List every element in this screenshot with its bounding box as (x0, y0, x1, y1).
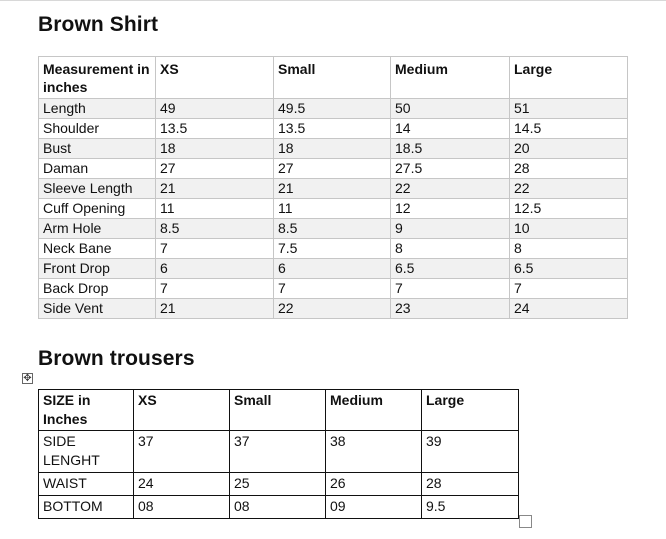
value-cell: 22 (391, 179, 510, 199)
value-cell: 27 (156, 159, 274, 179)
row-label-cell: Neck Bane (39, 239, 156, 259)
value-cell: 37 (134, 431, 230, 473)
value-cell: 22 (510, 179, 628, 199)
value-cell: 37 (230, 431, 326, 473)
value-cell: 51 (510, 99, 628, 119)
value-cell: 14.5 (510, 119, 628, 139)
row-label-cell: WAIST (39, 473, 134, 496)
table-header-row (39, 57, 628, 99)
value-cell: 39 (422, 431, 519, 473)
row-label-cell: Arm Hole (39, 219, 156, 239)
value-cell: 18 (274, 139, 391, 159)
value-cell: 27.5 (391, 159, 510, 179)
row-label-cell: Daman (39, 159, 156, 179)
row-label-cell: Front Drop (39, 259, 156, 279)
value-cell: 12.5 (510, 199, 628, 219)
value-cell: 13.5 (274, 119, 391, 139)
table-row (39, 279, 628, 299)
value-cell: 10 (510, 219, 628, 239)
table-row (39, 139, 628, 159)
value-cell: 18.5 (391, 139, 510, 159)
value-cell: 24 (510, 299, 628, 319)
table-row (39, 496, 519, 519)
value-cell: 21 (156, 299, 274, 319)
value-cell: 26 (326, 473, 422, 496)
value-cell: 6.5 (510, 259, 628, 279)
shirt-section-title: Brown Shirt (38, 13, 159, 36)
table-row (39, 99, 628, 119)
value-cell: 9.5 (422, 496, 519, 519)
value-cell: 9 (391, 219, 510, 239)
value-cell: 27 (274, 159, 391, 179)
value-cell: 25 (230, 473, 326, 496)
value-cell: 8 (391, 239, 510, 259)
value-cell: 24 (134, 473, 230, 496)
table-resize-handle-icon[interactable] (519, 515, 532, 528)
value-cell: 6 (156, 259, 274, 279)
table-row (39, 199, 628, 219)
value-cell: 08 (134, 496, 230, 519)
value-cell: 13.5 (156, 119, 274, 139)
four-arrow-move-icon[interactable]: ✥ (23, 372, 32, 384)
value-cell: 20 (510, 139, 628, 159)
value-cell: 23 (391, 299, 510, 319)
shirt-measurement-table (38, 56, 628, 319)
value-cell: 7 (156, 239, 274, 259)
value-cell: 38 (326, 431, 422, 473)
value-cell: 11 (156, 199, 274, 219)
header-cell: Large (422, 390, 519, 431)
value-cell: 49 (156, 99, 274, 119)
header-cell: Medium (326, 390, 422, 431)
value-cell: 14 (391, 119, 510, 139)
row-label-cell: SIDE LENGHT (39, 431, 134, 473)
table-header-row (39, 390, 519, 431)
row-label-cell: Bust (39, 139, 156, 159)
value-cell: 8.5 (274, 219, 391, 239)
row-label-cell: Length (39, 99, 156, 119)
row-label-cell: Side Vent (39, 299, 156, 319)
header-cell: SIZE in Inches (39, 390, 134, 431)
value-cell: 6 (274, 259, 391, 279)
value-cell: 28 (422, 473, 519, 496)
table-row (39, 179, 628, 199)
table-row (39, 473, 519, 496)
value-cell: 21 (156, 179, 274, 199)
table-row (39, 299, 628, 319)
value-cell: 7 (274, 279, 391, 299)
top-divider (0, 0, 666, 1)
trousers-measurement-table (38, 389, 519, 519)
row-label-cell: Shoulder (39, 119, 156, 139)
header-cell: Measurement in inches (39, 57, 156, 99)
value-cell: 50 (391, 99, 510, 119)
table-row (39, 159, 628, 179)
value-cell: 8.5 (156, 219, 274, 239)
value-cell: 7 (156, 279, 274, 299)
row-label-cell: Back Drop (39, 279, 156, 299)
value-cell: 7.5 (274, 239, 391, 259)
table-row (39, 219, 628, 239)
value-cell: 11 (274, 199, 391, 219)
value-cell: 21 (274, 179, 391, 199)
header-cell: Small (274, 57, 391, 99)
value-cell: 7 (391, 279, 510, 299)
value-cell: 08 (230, 496, 326, 519)
table-row (39, 239, 628, 259)
row-label-cell: BOTTOM (39, 496, 134, 519)
header-cell: XS (134, 390, 230, 431)
value-cell: 09 (326, 496, 422, 519)
value-cell: 7 (510, 279, 628, 299)
value-cell: 8 (510, 239, 628, 259)
value-cell: 6.5 (391, 259, 510, 279)
header-cell: Large (510, 57, 628, 99)
header-cell: Small (230, 390, 326, 431)
row-label-cell: Cuff Opening (39, 199, 156, 219)
value-cell: 28 (510, 159, 628, 179)
header-cell: XS (156, 57, 274, 99)
table-row (39, 431, 519, 473)
value-cell: 22 (274, 299, 391, 319)
value-cell: 18 (156, 139, 274, 159)
value-cell: 12 (391, 199, 510, 219)
trousers-section-title: Brown trousers (38, 347, 195, 370)
row-label-cell: Sleeve Length (39, 179, 156, 199)
table-row (39, 119, 628, 139)
value-cell: 49.5 (274, 99, 391, 119)
table-row (39, 259, 628, 279)
header-cell: Medium (391, 57, 510, 99)
